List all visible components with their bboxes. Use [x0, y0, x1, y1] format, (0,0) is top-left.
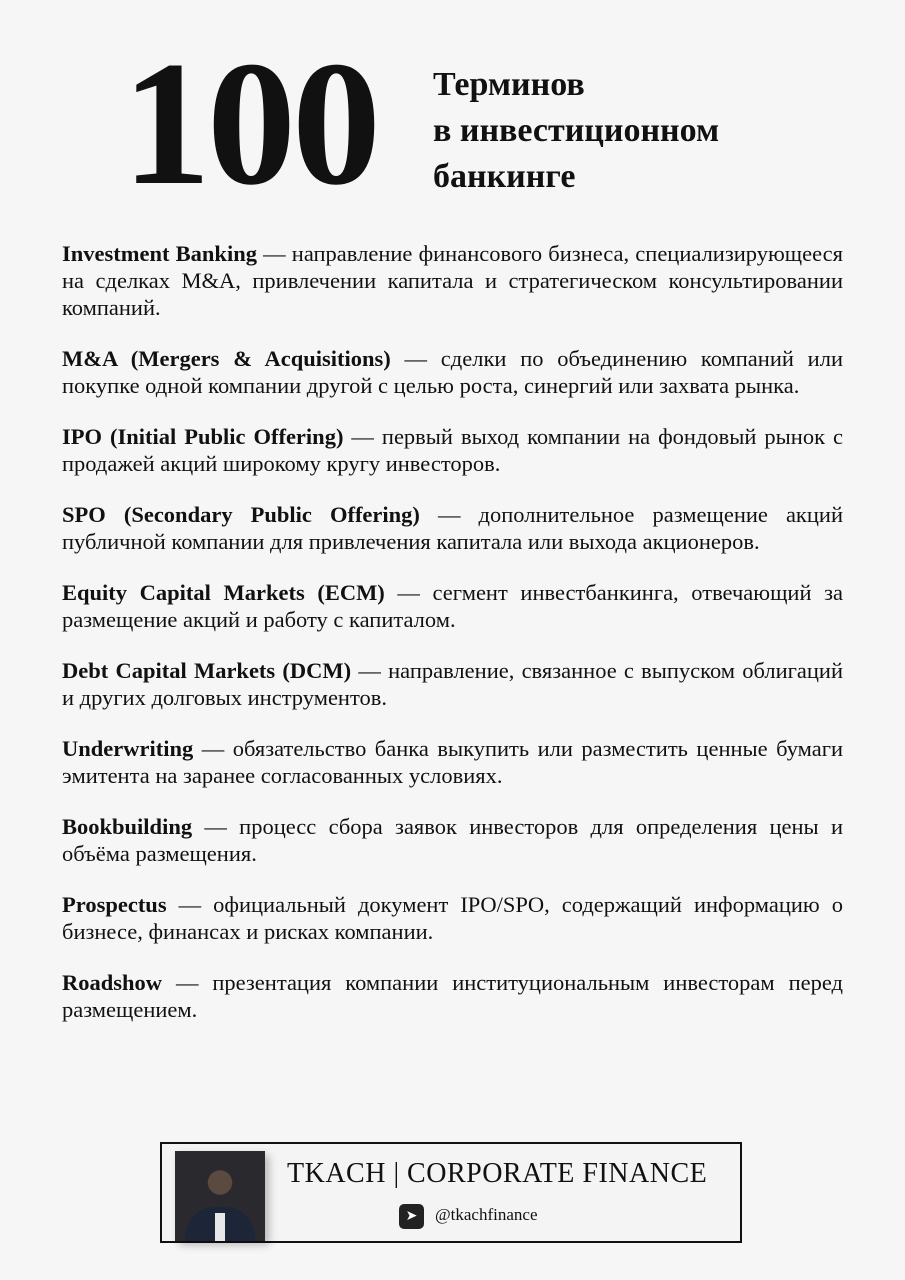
- term-entry: [62, 813, 843, 867]
- term-definition: — первый выход компании на фондовый рынок с продажей акций широкому кругу инвесторов.: [62, 424, 843, 476]
- subtitle-line: Терминов: [433, 66, 585, 103]
- term-name: Investment Banking: [62, 241, 257, 266]
- term-definition: — сегмент инвестбанкинга, отвечающий за размещение акций и работу с капиталом.: [62, 580, 843, 632]
- term-entry: [62, 240, 843, 321]
- telegram-icon[interactable]: ➤: [399, 1204, 424, 1229]
- term-name: SPO (Secondary Public Offering): [62, 502, 420, 527]
- term-definition: — направление, связанное с выпуском облигаций и других долговых инструментов.: [62, 658, 843, 710]
- term-name: Prospectus: [62, 892, 167, 917]
- author-photo: [175, 1151, 265, 1241]
- term-definition: — сделки по объединению компаний или покупке одной компании другой с целью роста, синергий или захвата рынка.: [62, 346, 843, 398]
- term-entry: [62, 969, 843, 1023]
- term-name: M&A (Mergers & Acquisitions): [62, 346, 391, 371]
- term-definition: — официальный документ IPO/SPO, содержащий информацию о бизнесе, финансах и рисках компании.: [62, 892, 843, 944]
- term-name: Debt Capital Markets (DCM): [62, 658, 352, 683]
- term-entry: [62, 579, 843, 633]
- term-definition: — презентация компании институциональным инвесторам перед размещением.: [62, 970, 843, 1022]
- term-name: Equity Capital Markets (ECM): [62, 580, 385, 605]
- term-entry: [62, 423, 843, 477]
- subtitle-line: в инвестиционном: [433, 112, 720, 149]
- term-entry: [62, 735, 843, 789]
- term-entry: [62, 345, 843, 399]
- term-entry: [62, 657, 843, 711]
- brand-name: TKACH | CORPORATE FINANCE: [287, 1158, 708, 1189]
- term-definition: — дополнительное размещение акций публичной компании для привлечения капитала или выхода акционеров.: [62, 502, 843, 554]
- subtitle-line: банкинге: [433, 158, 576, 195]
- term-name: IPO (Initial Public Offering): [62, 424, 344, 449]
- telegram-handle[interactable]: @tkachfinance: [435, 1205, 538, 1224]
- term-entry: [62, 501, 843, 555]
- term-definition: — процесс сбора заявок инвесторов для определения цены и объёма размещения.: [62, 814, 843, 866]
- terms-list: [62, 240, 843, 1047]
- title-number: 100: [122, 24, 377, 222]
- term-name: Bookbuilding: [62, 814, 193, 839]
- term-entry: [62, 891, 843, 945]
- term-definition: — обязательство банка выкупить или разместить ценные бумаги эмитента на заранее согласованных условиях.: [62, 736, 843, 788]
- term-name: Roadshow: [62, 970, 163, 995]
- term-definition: — направление финансового бизнеса, специализирующееся на сделках M&A, привлечении капитала и стратегическом консультировании компаний.: [62, 241, 843, 320]
- title-subtitle: [433, 62, 719, 200]
- term-name: Underwriting: [62, 736, 194, 761]
- author-card: [160, 1142, 742, 1243]
